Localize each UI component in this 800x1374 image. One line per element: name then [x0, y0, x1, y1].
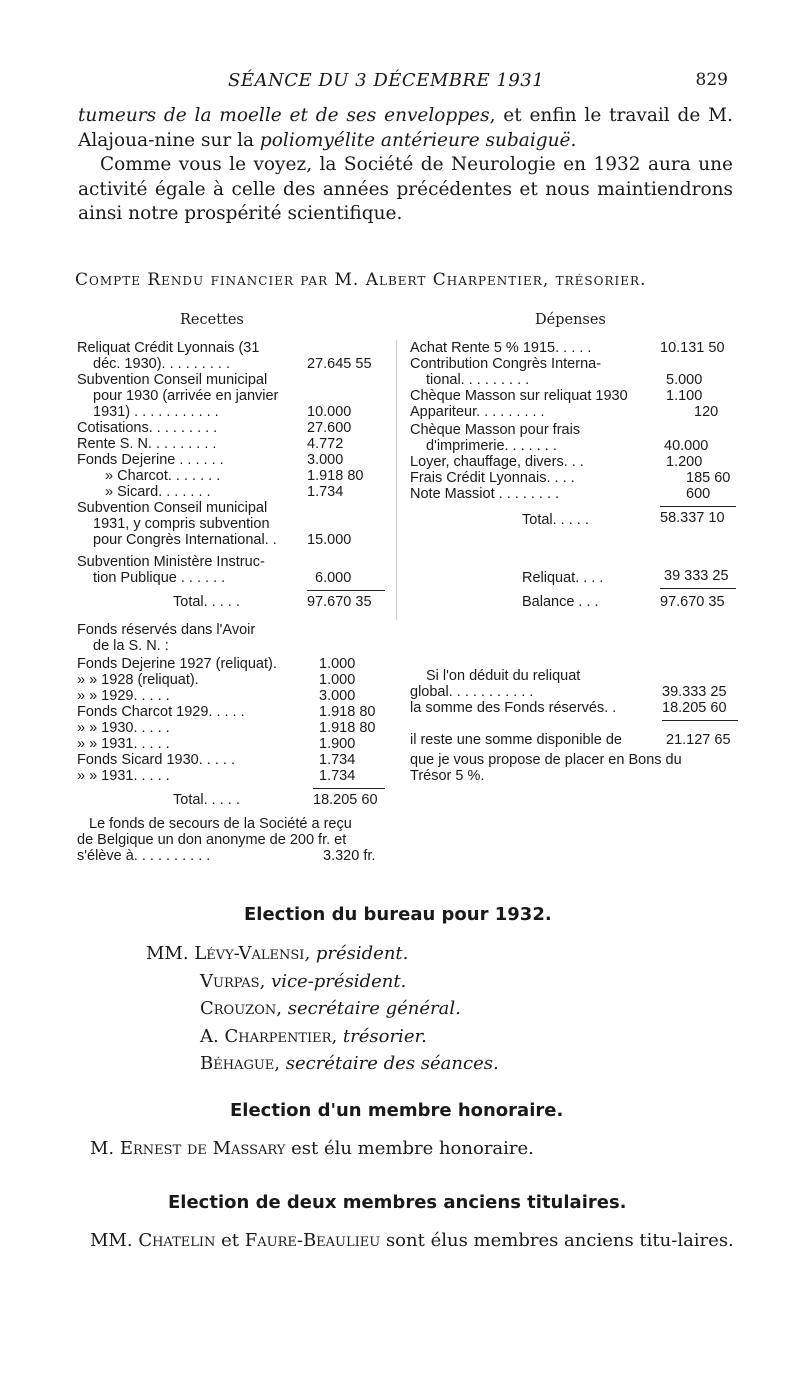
- recettes-title: Recettes: [180, 312, 244, 328]
- fonds-row: Fonds Charcot 1929. . . . .: [77, 704, 245, 720]
- depenses-row: Frais Crédit Lyonnais. . . .: [410, 470, 575, 486]
- depenses-amount: 1.100: [666, 388, 703, 404]
- recettes-row: Fonds Dejerine . . . . . .: [77, 452, 224, 468]
- secours-text: de Belgique un don anonyme de 200 fr. et: [77, 832, 347, 848]
- recettes-amount: 3.000: [307, 452, 344, 468]
- depenses-amount: 185 60: [686, 470, 731, 486]
- recettes-row: Subvention Conseil municipal: [77, 500, 268, 516]
- depenses-row: Note Massiot . . . . . . . .: [410, 486, 560, 502]
- depenses-amount: 5.000: [666, 372, 703, 388]
- fonds-amount: 1.918 80: [319, 720, 376, 736]
- recettes-row-cont: pour Congrès International. .: [93, 532, 277, 548]
- deduct-amount: 18.205 60: [662, 700, 727, 716]
- depenses-row: Chèque Masson pour frais: [410, 422, 581, 438]
- depenses-total-label: Total. . . . .: [522, 512, 589, 528]
- depenses-row-cont: d'imprimerie. . . . . . .: [426, 438, 557, 454]
- depenses-amount: 10.131 50: [660, 340, 725, 356]
- recettes-amount: 27.645 55: [307, 356, 372, 372]
- fonds-amount: 1.900: [319, 736, 356, 752]
- rest-text: il reste une somme disponible de: [410, 732, 622, 748]
- recettes-row-cont: tion Publique . . . . . .: [93, 570, 226, 586]
- reliquat-label: Reliquat. . . .: [522, 570, 604, 586]
- depenses-row: Chèque Masson sur reliquat 1930: [410, 388, 628, 404]
- election-bureau-heading: Election du bureau pour 1932.: [244, 904, 552, 925]
- intro-text: [78, 104, 733, 227]
- fonds-row: » » 1931. . . . .: [77, 768, 170, 784]
- depenses-amount: 120: [694, 404, 719, 420]
- fonds-row: » » 1928 (reliquat).: [77, 672, 199, 688]
- bureau-member: Vurpas, vice-président.: [200, 970, 407, 992]
- reliquat-amount: 39 333 25: [664, 568, 729, 584]
- recettes-row: » Charcot. . . . . . .: [105, 468, 221, 484]
- depenses-row: Contribution Congrès Interna-: [410, 356, 602, 372]
- deduct-text: Si l'on déduit du reliquat: [426, 668, 581, 684]
- recettes-amount: 4.772: [307, 436, 344, 452]
- fonds-row: » » 1930. . . . .: [77, 720, 170, 736]
- recettes-amount: 1.918 80: [307, 468, 364, 484]
- depenses-row: Appariteur. . . . . . . . .: [410, 404, 545, 420]
- recettes-total: 97.670 35: [307, 594, 372, 610]
- depenses-section: [410, 340, 740, 790]
- depenses-row: Loyer, chauffage, divers. . .: [410, 454, 584, 470]
- financial-report-title: Compte Rendu financier par M. Albert Charpentier, trésorier.: [75, 270, 647, 290]
- recettes-row-cont: 1931) . . . . . . . . . . .: [93, 404, 219, 420]
- balance-label: Balance . . .: [522, 594, 599, 610]
- intro-paragraph-2: Comme vous le voyez, la Société de Neurologie en 1932 aura une activité égale à celle des années précédentes et nous maintiendrons ainsi notre prospérité scientifique.: [78, 154, 733, 224]
- recettes-row: » Sicard. . . . . . .: [105, 484, 211, 500]
- recettes-amount: 27.600: [307, 420, 352, 436]
- depenses-amount: 600: [686, 486, 711, 502]
- fonds-amount: 1.734: [319, 752, 356, 768]
- depenses-total: 58.337 10: [660, 510, 725, 526]
- rest-text: Trésor 5 %.: [410, 768, 485, 784]
- depenses-total-rule: [660, 506, 736, 507]
- recettes-row: Cotisations. . . . . . . . .: [77, 420, 218, 436]
- recettes-total-rule: [307, 590, 385, 591]
- fonds-total-rule: [313, 788, 385, 789]
- fonds-total-label: Total. . . . .: [173, 792, 240, 808]
- fonds-heading: Fonds réservés dans l'Avoir: [77, 622, 256, 638]
- column-divider: [396, 340, 397, 620]
- recettes-row: Subvention Ministère Instruc-: [77, 554, 265, 570]
- depenses-row-cont: tional. . . . . . . . .: [426, 372, 530, 388]
- page-number: 829: [695, 70, 728, 90]
- rest-text: que je vous propose de placer en Bons du: [410, 752, 682, 768]
- bureau-roster: [146, 940, 499, 1078]
- deduct-text: la somme des Fonds réservés. .: [410, 700, 617, 716]
- secours-amount: 3.320 fr.: [323, 848, 376, 864]
- fonds-amount: 1.918 80: [319, 704, 376, 720]
- fonds-amount: 1.000: [319, 672, 356, 688]
- recettes-row: Subvention Conseil municipal: [77, 372, 268, 388]
- bureau-member: MM. Lévy-Valensi, président.: [146, 943, 409, 964]
- bureau-member: A. Charpentier, trésorier.: [200, 1025, 427, 1047]
- bureau-member: Crouzon, secrétaire général.: [200, 998, 461, 1019]
- balance-amount: 97.670 35: [660, 594, 725, 610]
- secours-text: s'élève à. . . . . . . . . .: [77, 848, 211, 864]
- fonds-row: Fonds Dejerine 1927 (reliquat).: [77, 656, 277, 672]
- depenses-amount: 1.200: [666, 454, 703, 470]
- recettes-amount: 15.000: [307, 532, 352, 548]
- running-header: [78, 70, 728, 94]
- recettes-amount: 6.000: [315, 570, 352, 586]
- bureau-member: Béhague, secrétaire des séances.: [200, 1053, 499, 1074]
- reliquat-rule: [660, 588, 736, 589]
- fonds-amount: 3.000: [319, 688, 356, 704]
- deduct-text: global. . . . . . . . . . .: [410, 684, 534, 700]
- recettes-row-cont: déc. 1930). . . . . . . . .: [93, 356, 231, 372]
- secours-text: Le fonds de secours de la Société a reçu: [89, 816, 352, 832]
- session-title: SÉANCE DU 3 DÉCEMBRE 1931: [228, 70, 545, 91]
- rest-amount: 21.127 65: [666, 732, 731, 748]
- recettes-total-label: Total. . . . .: [173, 594, 240, 610]
- fonds-row: » » 1931. . . . .: [77, 736, 170, 752]
- fonds-row: » » 1929. . . . .: [77, 688, 170, 704]
- depenses-row: Achat Rente 5 % 1915. . . . .: [410, 340, 592, 356]
- fonds-heading-cont: de la S. N. :: [93, 638, 169, 654]
- election-titulaires-heading: Election de deux membres anciens titulaires.: [168, 1192, 627, 1213]
- depenses-title: Dépenses: [535, 312, 606, 328]
- fonds-total: 18.205 60: [313, 792, 378, 808]
- fonds-amount: 1.734: [319, 768, 356, 784]
- recettes-row: Rente S. N. . . . . . . . .: [77, 436, 217, 452]
- fonds-row: Fonds Sicard 1930. . . . .: [77, 752, 235, 768]
- recettes-row-cont: pour 1930 (arrivée en janvier: [93, 388, 279, 404]
- intro-paragraph-1: tumeurs de la moelle et de ses enveloppes, et enfin le travail de M. Alajoua-nine sur la poliomyélite antérieure subaiguë.: [78, 105, 733, 151]
- titulaires-text: MM. Chatelin et Faure-Beaulieu sont élus membres anciens titu-laires.: [90, 1230, 734, 1251]
- recettes-row-cont: 1931, y compris subvention: [93, 516, 270, 532]
- recettes-amount: 10.000: [307, 404, 352, 420]
- recettes-section: [77, 340, 387, 864]
- honoraire-text: M. Ernest de Massary est élu membre honoraire.: [90, 1138, 534, 1159]
- deduct-rule: [662, 720, 738, 721]
- recettes-row: Reliquat Crédit Lyonnais (31: [77, 340, 260, 356]
- recettes-amount: 1.734: [307, 484, 344, 500]
- deduct-amount: 39.333 25: [662, 684, 727, 700]
- depenses-amount: 40.000: [664, 438, 709, 454]
- election-honoraire-heading: Election d'un membre honoraire.: [230, 1100, 564, 1121]
- fonds-amount: 1.000: [319, 656, 356, 672]
